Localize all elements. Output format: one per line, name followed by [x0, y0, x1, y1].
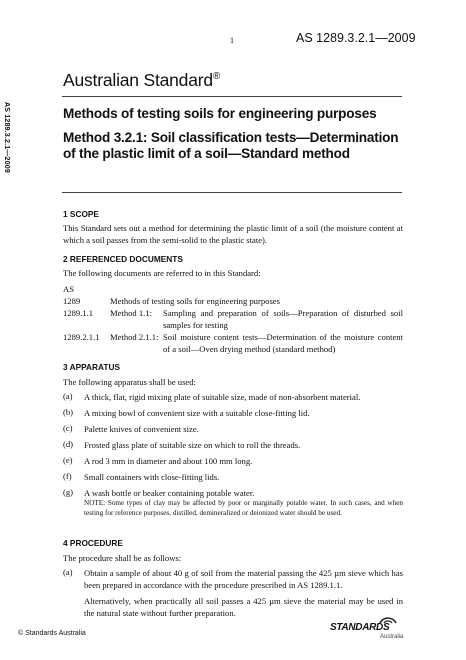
standard-label: Australian Standard® [63, 70, 221, 90]
apparatus-note: NOTE: Some types of clay may be affected by poor or marginally potable water. In such cases, and when testing for reference purposes, distilled, demineralized or deionized water should be used. [84, 499, 403, 517]
list-item-label: (g) [63, 487, 74, 497]
standards-logo-subtitle: Australia [380, 634, 404, 640]
reference-method: Method 2.1.1: [110, 332, 159, 342]
list-item-label: (c) [63, 423, 73, 433]
list-item: A rod 3 mm in diameter and about 100 mm long. [84, 456, 253, 466]
scope-heading: 1 SCOPE [63, 209, 99, 219]
list-item-label: (a) [63, 567, 73, 577]
list-item-label: (d) [63, 439, 74, 449]
procedure-intro: The procedure shall be as follows: [63, 553, 182, 563]
scope-text: This Standard sets out a method for determining the plastic limit of a soil (the moisture content at which a soil passes from the semi-solid to the plastic state). [63, 223, 403, 245]
page-number: 1 [230, 36, 234, 45]
list-item: Small containers with close-fitting lids. [84, 472, 220, 482]
references-as-label: AS [63, 284, 74, 294]
list-item: Palette knives of convenient size. [84, 424, 199, 434]
references-intro: The following documents are referred to in this Standard: [63, 268, 261, 278]
references-heading: 2 REFERENCED DOCUMENTS [63, 254, 183, 264]
method-title: Method 3.2.1: Soil classification tests—Determination of the plastic limit of a soil—Standard method [63, 130, 399, 161]
reference-number: 1289.2.1.1 [63, 332, 100, 342]
list-item: A wash bottle or beaker containing potable water. [84, 488, 255, 498]
registered-mark: ® [212, 71, 221, 82]
list-item-label: (e) [63, 455, 73, 465]
document-id: AS 1289.3.2.1—2009 [296, 31, 416, 45]
reference-method: Method 1.1: [110, 308, 153, 318]
reference-number: 1289 [63, 296, 81, 306]
copyright: © Standards Australia [18, 630, 86, 637]
title-rule-bottom [62, 192, 402, 193]
title-rule [62, 96, 402, 97]
apparatus-intro: The following apparatus shall be used: [63, 377, 196, 387]
apparatus-heading: 3 APPARATUS [63, 362, 121, 372]
list-item: A thick, flat, rigid mixing plate of suitable size, made of non-absorbent material. [84, 392, 361, 402]
list-item-label: (f) [63, 471, 72, 481]
reference-number: 1289.1.1 [63, 308, 94, 318]
list-item-label: (b) [63, 407, 74, 417]
procedure-step-alternative: Alternatively, when practically all soil passes a 425 µm sieve the material may be used in the natural state without further preparation. [84, 596, 403, 618]
standards-logo: STANDARDS [330, 622, 390, 633]
reference-title: Methods of testing soils for engineering purposes [110, 296, 280, 306]
procedure-step-text: Obtain a sample of about 40 g of soil from the material passing the 425 µm sieve which has been prepared in accordance with the procedure prescribed in AS 1289.1.1. [84, 568, 403, 590]
procedure-heading: 4 PROCEDURE [63, 538, 123, 548]
list-item-label: (a) [63, 391, 73, 401]
main-title: Methods of testing soils for engineering purposes [63, 106, 377, 121]
list-item: Frosted glass plate of suitable size on which to roll the threads. [84, 440, 301, 450]
list-item: A mixing bowl of convenient size with a suitable close-fitting lid. [84, 408, 310, 418]
reference-title: Sampling and preparation of soils—Preparation of disturbed soil samples for testing [163, 308, 403, 330]
reference-title: Soil moisture content tests—Determination of the moisture content of a soil—Oven drying method (standard method) [163, 332, 403, 354]
side-document-id: AS 1289.3.2.1—2009 [3, 102, 10, 173]
